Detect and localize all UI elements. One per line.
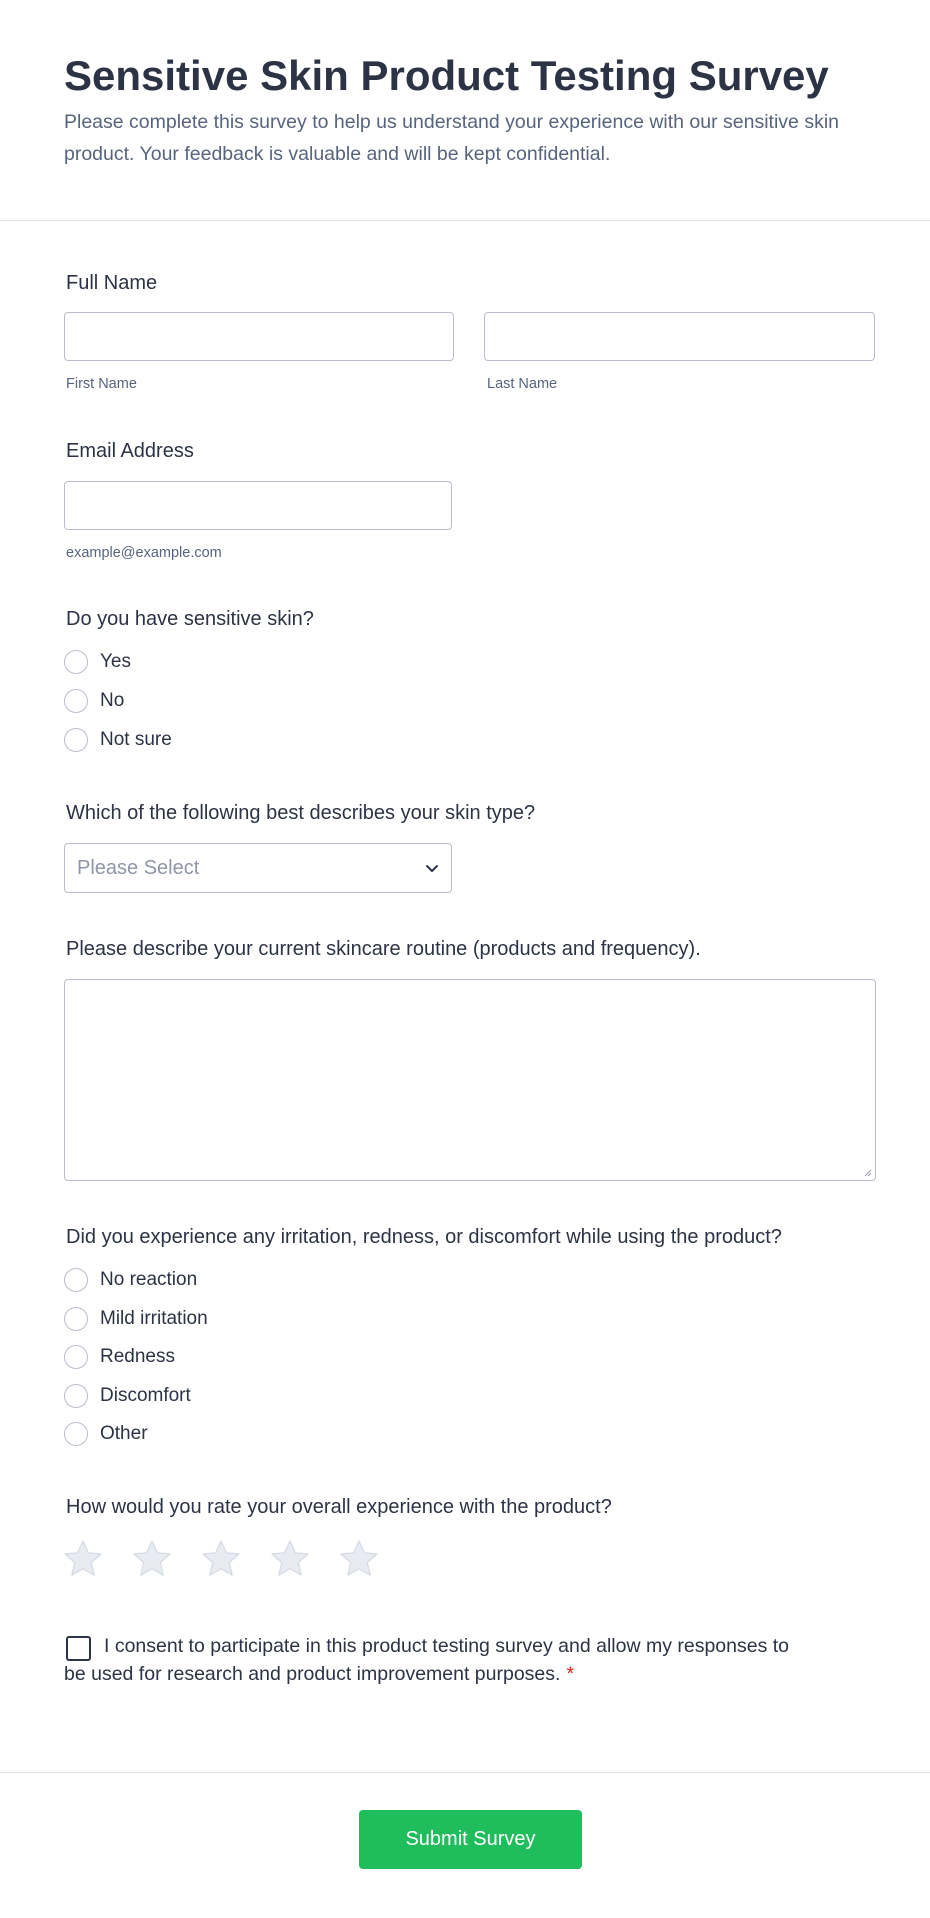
radio-label: No bbox=[100, 690, 125, 711]
radio-label: Other bbox=[100, 1423, 148, 1444]
radio-label: Not sure bbox=[100, 729, 172, 750]
email-sublabel: example@example.com bbox=[66, 545, 222, 561]
star-rating[interactable] bbox=[62, 1538, 407, 1580]
irritation-option[interactable] bbox=[64, 1421, 148, 1447]
sensitive-skin-option[interactable] bbox=[64, 727, 172, 753]
skin-type-selected-value: Please Select bbox=[77, 857, 200, 879]
radio-button[interactable] bbox=[64, 1268, 88, 1292]
radio-label: Discomfort bbox=[100, 1385, 191, 1406]
star-icon[interactable] bbox=[200, 1538, 242, 1580]
irritation-option[interactable] bbox=[64, 1383, 191, 1409]
irritation-option[interactable] bbox=[64, 1306, 208, 1332]
resize-handle-icon[interactable] bbox=[862, 1167, 872, 1177]
email-input[interactable] bbox=[64, 481, 452, 530]
consent-text bbox=[64, 1632, 804, 1688]
radio-button[interactable] bbox=[64, 1307, 88, 1331]
email-label: Email Address bbox=[66, 440, 194, 462]
full-name-label: Full Name bbox=[66, 272, 158, 294]
first-name-input[interactable] bbox=[64, 312, 454, 361]
radio-button[interactable] bbox=[64, 1345, 88, 1369]
irritation-option[interactable] bbox=[64, 1267, 197, 1293]
routine-textarea[interactable] bbox=[64, 979, 876, 1181]
consent-label: I consent to participate in this product testing survey and allow my responses to be used for research and product improvement purposes. bbox=[64, 1635, 790, 1685]
last-name-input[interactable] bbox=[484, 312, 875, 361]
sensitive-skin-question: Do you have sensitive skin? bbox=[66, 608, 314, 630]
star-icon[interactable] bbox=[131, 1538, 173, 1580]
last-name-sublabel: Last Name bbox=[487, 376, 558, 392]
sensitive-skin-option[interactable] bbox=[64, 649, 131, 675]
radio-button[interactable] bbox=[64, 650, 88, 674]
form-header bbox=[0, 0, 930, 221]
skin-type-question: Which of the following best describes your skin type? bbox=[66, 802, 536, 824]
radio-label: Redness bbox=[100, 1346, 175, 1367]
radio-button[interactable] bbox=[64, 728, 88, 752]
form-title: Sensitive Skin Product Testing Survey bbox=[64, 52, 829, 99]
irritation-option[interactable] bbox=[64, 1344, 175, 1370]
sensitive-skin-option[interactable] bbox=[64, 688, 124, 714]
star-icon[interactable] bbox=[62, 1538, 104, 1580]
radio-button[interactable] bbox=[64, 1422, 88, 1446]
rating-question: How would you rate your overall experience with the product? bbox=[66, 1496, 612, 1518]
star-icon[interactable] bbox=[338, 1538, 380, 1580]
radio-button[interactable] bbox=[64, 689, 88, 713]
radio-label: Yes bbox=[100, 651, 131, 672]
routine-question: Please describe your current skincare routine (products and frequency). bbox=[66, 938, 701, 960]
radio-button[interactable] bbox=[64, 1384, 88, 1408]
skin-type-select[interactable] bbox=[64, 843, 452, 893]
radio-label: No reaction bbox=[100, 1269, 198, 1290]
irritation-question: Did you experience any irritation, redness, or discomfort while using the product? bbox=[66, 1226, 782, 1248]
submit-button[interactable]: Submit Survey bbox=[359, 1810, 582, 1869]
first-name-sublabel: First Name bbox=[66, 376, 137, 392]
chevron-down-icon bbox=[423, 859, 441, 877]
star-icon[interactable] bbox=[269, 1538, 311, 1580]
required-asterisk: * bbox=[566, 1663, 575, 1685]
form-description: Please complete this survey to help us understand your experience with our sensitive skin product. Your feedback is valuable and will be kept confidential. bbox=[64, 111, 839, 165]
radio-label: Mild irritation bbox=[100, 1308, 208, 1329]
